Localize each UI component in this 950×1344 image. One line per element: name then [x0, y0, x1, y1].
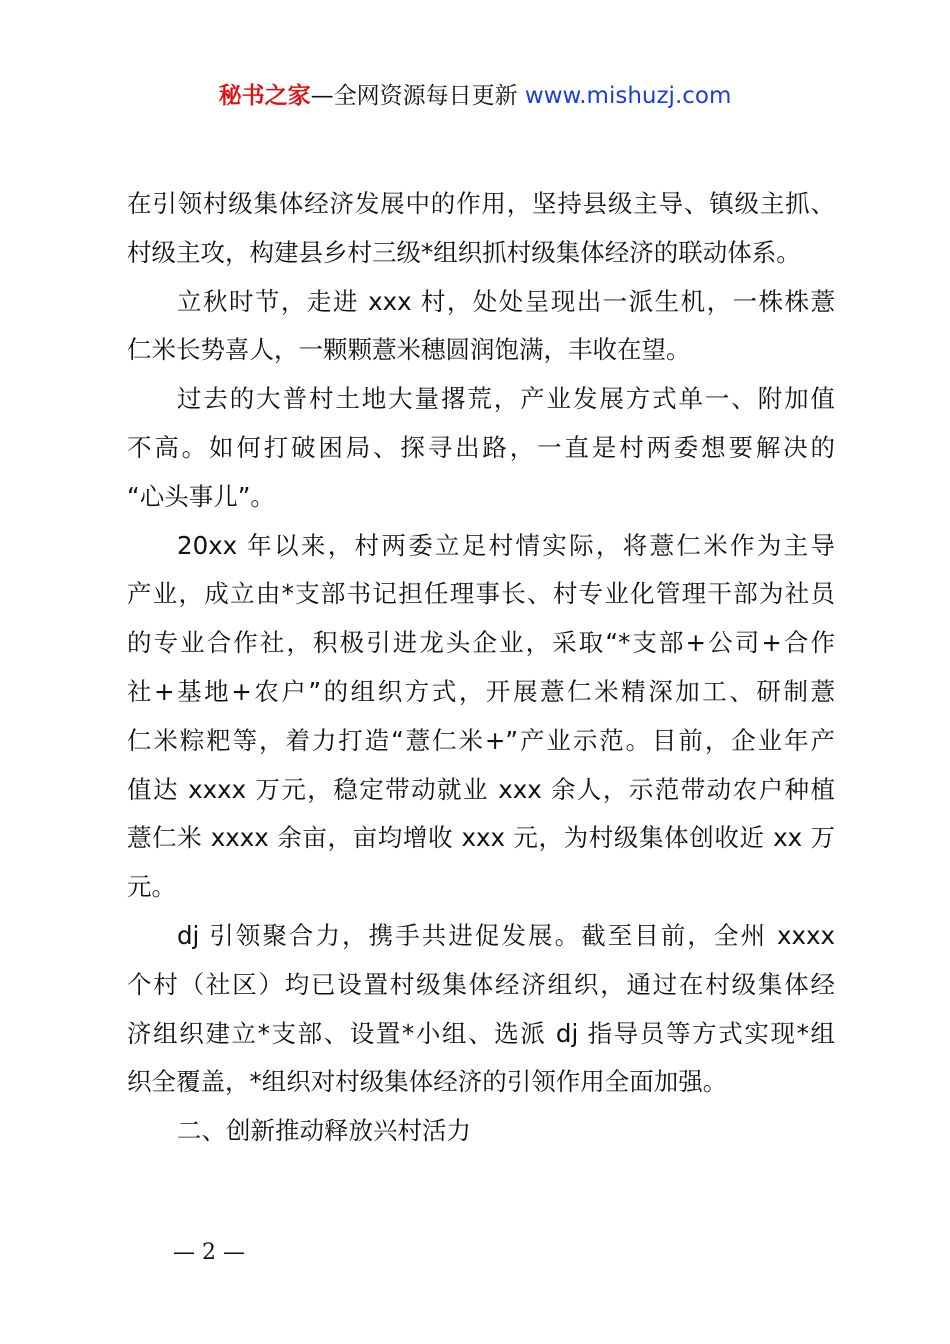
body-line: 过去的大普村土地大量撂荒，产业发展方式单一、附加值 [177, 384, 835, 414]
body-line: dj 引领聚合力，携手共进促发展。截至目前，全州 xxxx [177, 920, 835, 950]
body-line: 村级主攻，构建县乡村三级*组织抓村级集体经济的联动体系。 [127, 237, 801, 267]
body-line: 20xx 年以来，村两委立足村情实际，将薏仁米作为主导 [177, 530, 835, 560]
site-header [0, 80, 950, 112]
body-line: “心头事儿”。 [127, 481, 275, 511]
body-line: 立秋时节，走进 xxx 村，处处呈现出一派生机，一株株薏 [177, 286, 835, 316]
body-line: 不高。如何打破困局、探寻出路，一直是村两委想要解决的 [127, 432, 835, 462]
body-line: 的专业合作社，积极引进龙头企业，采取“*支部+公司+合作 [127, 628, 835, 658]
body-line: 元。 [127, 872, 176, 902]
header-tagline: —全网资源每日更新 [310, 83, 525, 109]
body-line: 值达 xxxx 万元，稳定带动就业 xxx 余人，示范带动农户种植 [127, 774, 835, 804]
body-line: 仁米长势喜人，一颗颗薏米穗圆润饱满，丰收在望。 [127, 335, 691, 365]
document-body [127, 180, 835, 1156]
body-line: 薏仁米 xxxx 余亩，亩均增收 xxx 元，为村级集体创收近 xx 万 [127, 823, 835, 853]
body-line: 仁米粽粑等，着力打造“薏仁米+”产业示范。目前，企业年产 [127, 725, 835, 755]
body-line: 社+基地+农户”的组织方式，开展薏仁米精深加工、研制薏 [127, 676, 835, 706]
body-line: 在引领村级集体经济发展中的作用，坚持县级主导、镇级主抓、 [127, 189, 835, 218]
body-line: 织全覆盖，*组织对村级集体经济的引领作用全面加强。 [127, 1067, 728, 1097]
body-line: 个村（社区）均已设置村级集体经济组织，通过在村级集体经 [127, 969, 835, 999]
page-number: — 2 — [173, 1240, 245, 1265]
body-line: 济组织建立*支部、设置*小组、选派 dj 指导员等方式实现*组 [127, 1018, 835, 1048]
brand-name: 秘书之家 [218, 83, 311, 109]
body-line: 产业，成立由*支部书记担任理事长、村专业化管理干部为社员 [127, 579, 835, 609]
site-url[interactable]: www.mishuzj.com [524, 83, 732, 109]
section-heading: 二、创新推动释放兴村活力 [177, 1116, 471, 1146]
